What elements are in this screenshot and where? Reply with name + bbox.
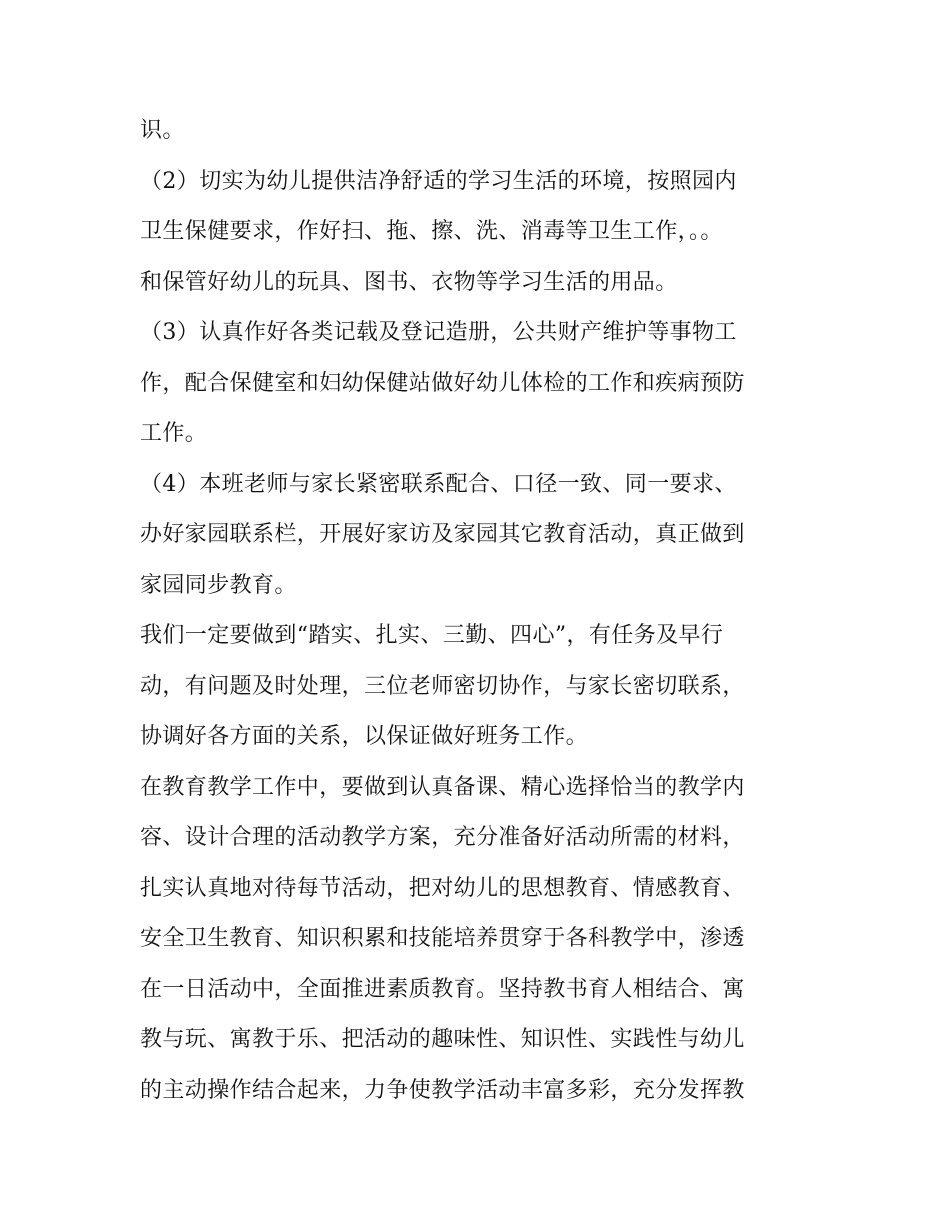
text-line: 识。 [140, 118, 185, 143]
text-line: （2）切实为幼儿提供洁净舒适的学习生活的环境，按照园内 [140, 168, 737, 194]
text-line: 动，有问题及时处理，三位老师密切协作，与家长密切联系， [140, 673, 745, 699]
text-line: 在一日活动中，全面推进素质教育。坚持教书育人相结合、寓 [140, 976, 745, 1002]
text-line: 协调好各方面的关系，以保证做好班务工作。 [140, 724, 589, 749]
text-line: 作，配合保健室和妇幼保健站做好幼儿体检的工作和疾病预防 [140, 370, 745, 396]
text-line: 和保管好幼儿的玩具、图书、衣物等学习生活的用品。 [140, 269, 678, 295]
text-line: 工作。 [140, 421, 208, 446]
text-line: 容、设计合理的活动教学方案，充分准备好活动所需的材料， [140, 825, 745, 850]
text-line: 卫生保健要求，作好扫、拖、擦、洗、消毒等卫生工作，。。 [140, 219, 723, 244]
text-line: 家园同步教育。 [140, 572, 297, 598]
text-line: 安全卫生教育、知识积累和技能培养贯穿于各科教学中，渗透 [140, 926, 745, 951]
text-line: 在教育教学工作中，要做到认真备课、精心选择恰当的教学内 [140, 774, 745, 800]
text-line: 办好家园联系栏，开展好家访及家园其它教育活动，真正做到 [140, 522, 745, 547]
text-line: 我们一定要做到“踏实、扎实、三勤、四心”，有任务及早行 [140, 623, 724, 648]
text-line: 教与玩、寓教于乐、把活动的趣味性、知识性、实践性与幼儿 [140, 1027, 745, 1052]
text-line: 扎实认真地对待每节活动，把对幼儿的思想教育、情感教育、 [140, 875, 745, 901]
document-body [140, 106, 820, 1116]
text-line: （4）本班老师与家长紧密联系配合、口径一致、同一要求、 [140, 471, 737, 497]
text-line: 的主动操作结合起来，力争使教学活动丰富多彩，充分发挥教 [140, 1077, 745, 1103]
text-line: （3）认真作好各类记载及登记造册，公共财产维护等事物工 [140, 320, 737, 345]
